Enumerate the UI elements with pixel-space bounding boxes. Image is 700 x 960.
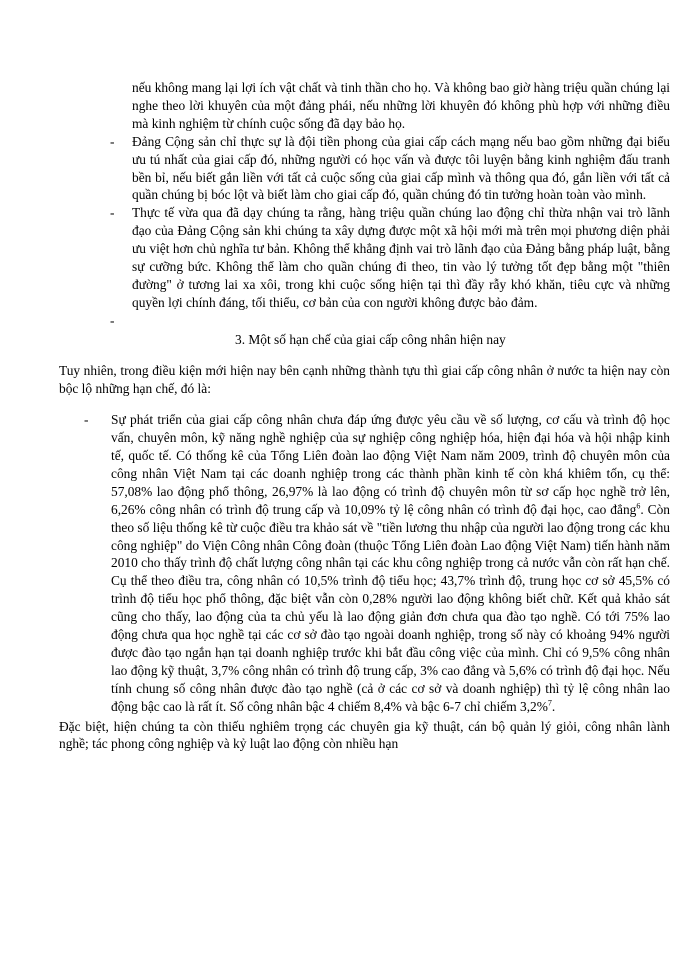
bullet-text-part2: . Còn theo số liệu thống kê từ cuộc điều tra khảo sát về "tiền lương thu nhập của người lao động trong các khu công nghiệp" do Viện Công nhân Công đoàn (thuộc Tổng Liên đoàn Lao động Việt Nam) tiến hành năm 2010 cho thấy trình độ chất lượng công nhân tại các khu công nghiệp trong cả nước vẫn còn rất hạn chế. Cụ thể theo điều tra, công nhân có 10,5% trình độ tiểu học; 43,7% trình độ, trung học cơ sở 45,5% có trình độ tiểu học phổ thông, đặc biệt vẫn còn 0,28% người lao động không biết chữ. Kết quả khảo sát cũng cho thấy, lao động của ta chủ yếu là lao động giản đơn chưa qua đào tạo nghề. Có tới 75% lao động chưa qua học nghề tại các cơ sở đào tạo ngoài doanh nghiệp, trong số này có khoảng 94% người được đào tạo ngắn hạn tại doanh nghiệp trước khi bắt đầu công việc của mình. Chỉ có 9,5% công nhân lao động kỹ thuật, 3,7% công nhân có trình độ trung cấp, 3% cao đẳng và 5,6% có trình độ đại học. Nếu tính chung số công nhân được đào tạo nghề (cả ở các cơ sở và doanh nghiệp) thì tỷ lệ công nhân lao động bậc cao là rất ít. Số công nhân bậc 4 chiếm 8,4% và bậc 6-7 chỉ chiếm 3,2% xyxy=(111,501,670,714)
bullet-dash: - xyxy=(110,133,115,149)
closing-paragraph: Đặc biệt, hiện chúng ta còn thiếu nghiêm trọng các chuyên gia kỹ thuật, cán bộ quản lý giỏi, công nhân lành nghề; tác phong công nghiệp và kỷ luật lao động còn nhiều hạn xyxy=(59,718,670,752)
bullet-dash: - xyxy=(110,312,115,328)
bullet-text xyxy=(111,411,670,715)
footnote-ref[interactable]: 7 xyxy=(547,698,552,708)
intro-paragraph: Tuy nhiên, trong điều kiện mới hiện nay bên cạnh những thành tựu thì giai cấp công nhân ở nước ta hiện nay còn bộc lộ những hạn chế, đó là: xyxy=(59,362,670,396)
bullet-item xyxy=(110,204,670,311)
bullet-text: Đảng Cộng sản chỉ thực sự là đội tiền phong của giai cấp cách mạng nếu bao gồm những đại biểu ưu tú nhất của giai cấp đó, những người có học vấn và được tôi luyện bằng kinh nghiệm đấu tranh bền bỉ, nếu biết gắn liền với tất cả cuộc sống của giai cấp mình và thông qua đó, gắn liền với tất cả quần chúng bị bóc lột và biết làm cho giai cấp đó, quần chúng đó tin tưởng hoàn toàn vào mình. xyxy=(132,133,670,203)
bullet-item-main xyxy=(84,411,670,715)
section-heading: 3. Một số hạn chế của giai cấp công nhân hiện nay xyxy=(235,331,506,347)
footnote-ref[interactable]: 6 xyxy=(636,501,641,511)
bullet-dash: - xyxy=(84,412,89,428)
bullet-item xyxy=(110,133,670,205)
bullet-text-part1: Sự phát triển của giai cấp công nhân chưa đáp ứng được yêu cầu về số lượng, cơ cấu và trình độ học vấn, chuyên môn, kỹ năng nghề nghiệp của sự nghiệp công nghiệp hóa, hiện đại hóa và hội nhập kinh tế, quốc tế. Có thống kê của Tổng Liên đoàn lao động Việt Nam năm 2009, trình độ chuyên môn của công nhân Việt Nam tại các doanh nghiệp trong các thành phần kinh tế còn khá khiêm tốn, cụ thể: 57,08% lao động phổ thông, 26,97% là lao động có trình độ chuyên môn từ sơ cấp học nghề trở lên, 6,26% công nhân có trình độ trung cấp và 10,09% tỷ lệ công nhân có trình độ đại học, cao đẳng xyxy=(111,412,670,517)
bullet-item-empty xyxy=(110,312,670,330)
bullet-text-part3: . xyxy=(551,698,556,714)
bullet-dash: - xyxy=(110,205,115,221)
continuation-paragraph: nếu không mang lại lợi ích vật chất và tinh thần cho họ. Và không bao giờ hàng triệu quần chúng lại nghe theo lời khuyên của một đảng phái, nếu những lời khuyên đó không phù hợp với những điều mà kinh nghiệm từ chính cuộc sống đã dạy bảo họ. xyxy=(132,80,670,131)
bullet-text: Thực tế vừa qua đã dạy chúng ta rằng, hàng triệu quần chúng lao động chỉ thừa nhận vai trò lãnh đạo của Đảng Cộng sản khi chúng ta xây dựng được một xã hội mới mà trên mọi phương diện phải ưu việt hơn chủ nghĩa tư bản. Không thể khẳng định vai trò lãnh đạo của Đảng bằng pháp luật, bằng sự cưỡng bức. Không thể làm cho quần chúng đi theo, tin vào lý tưởng tốt đẹp bằng một "thiên đường" ở tương lai xa xôi, trong khi cuộc sống hiện tại thì đầy rẫy khó khăn, tiêu cực và những quyền lợi chính đáng, tối thiểu, cơ bản của con người không được bảo đảm. xyxy=(132,205,670,310)
